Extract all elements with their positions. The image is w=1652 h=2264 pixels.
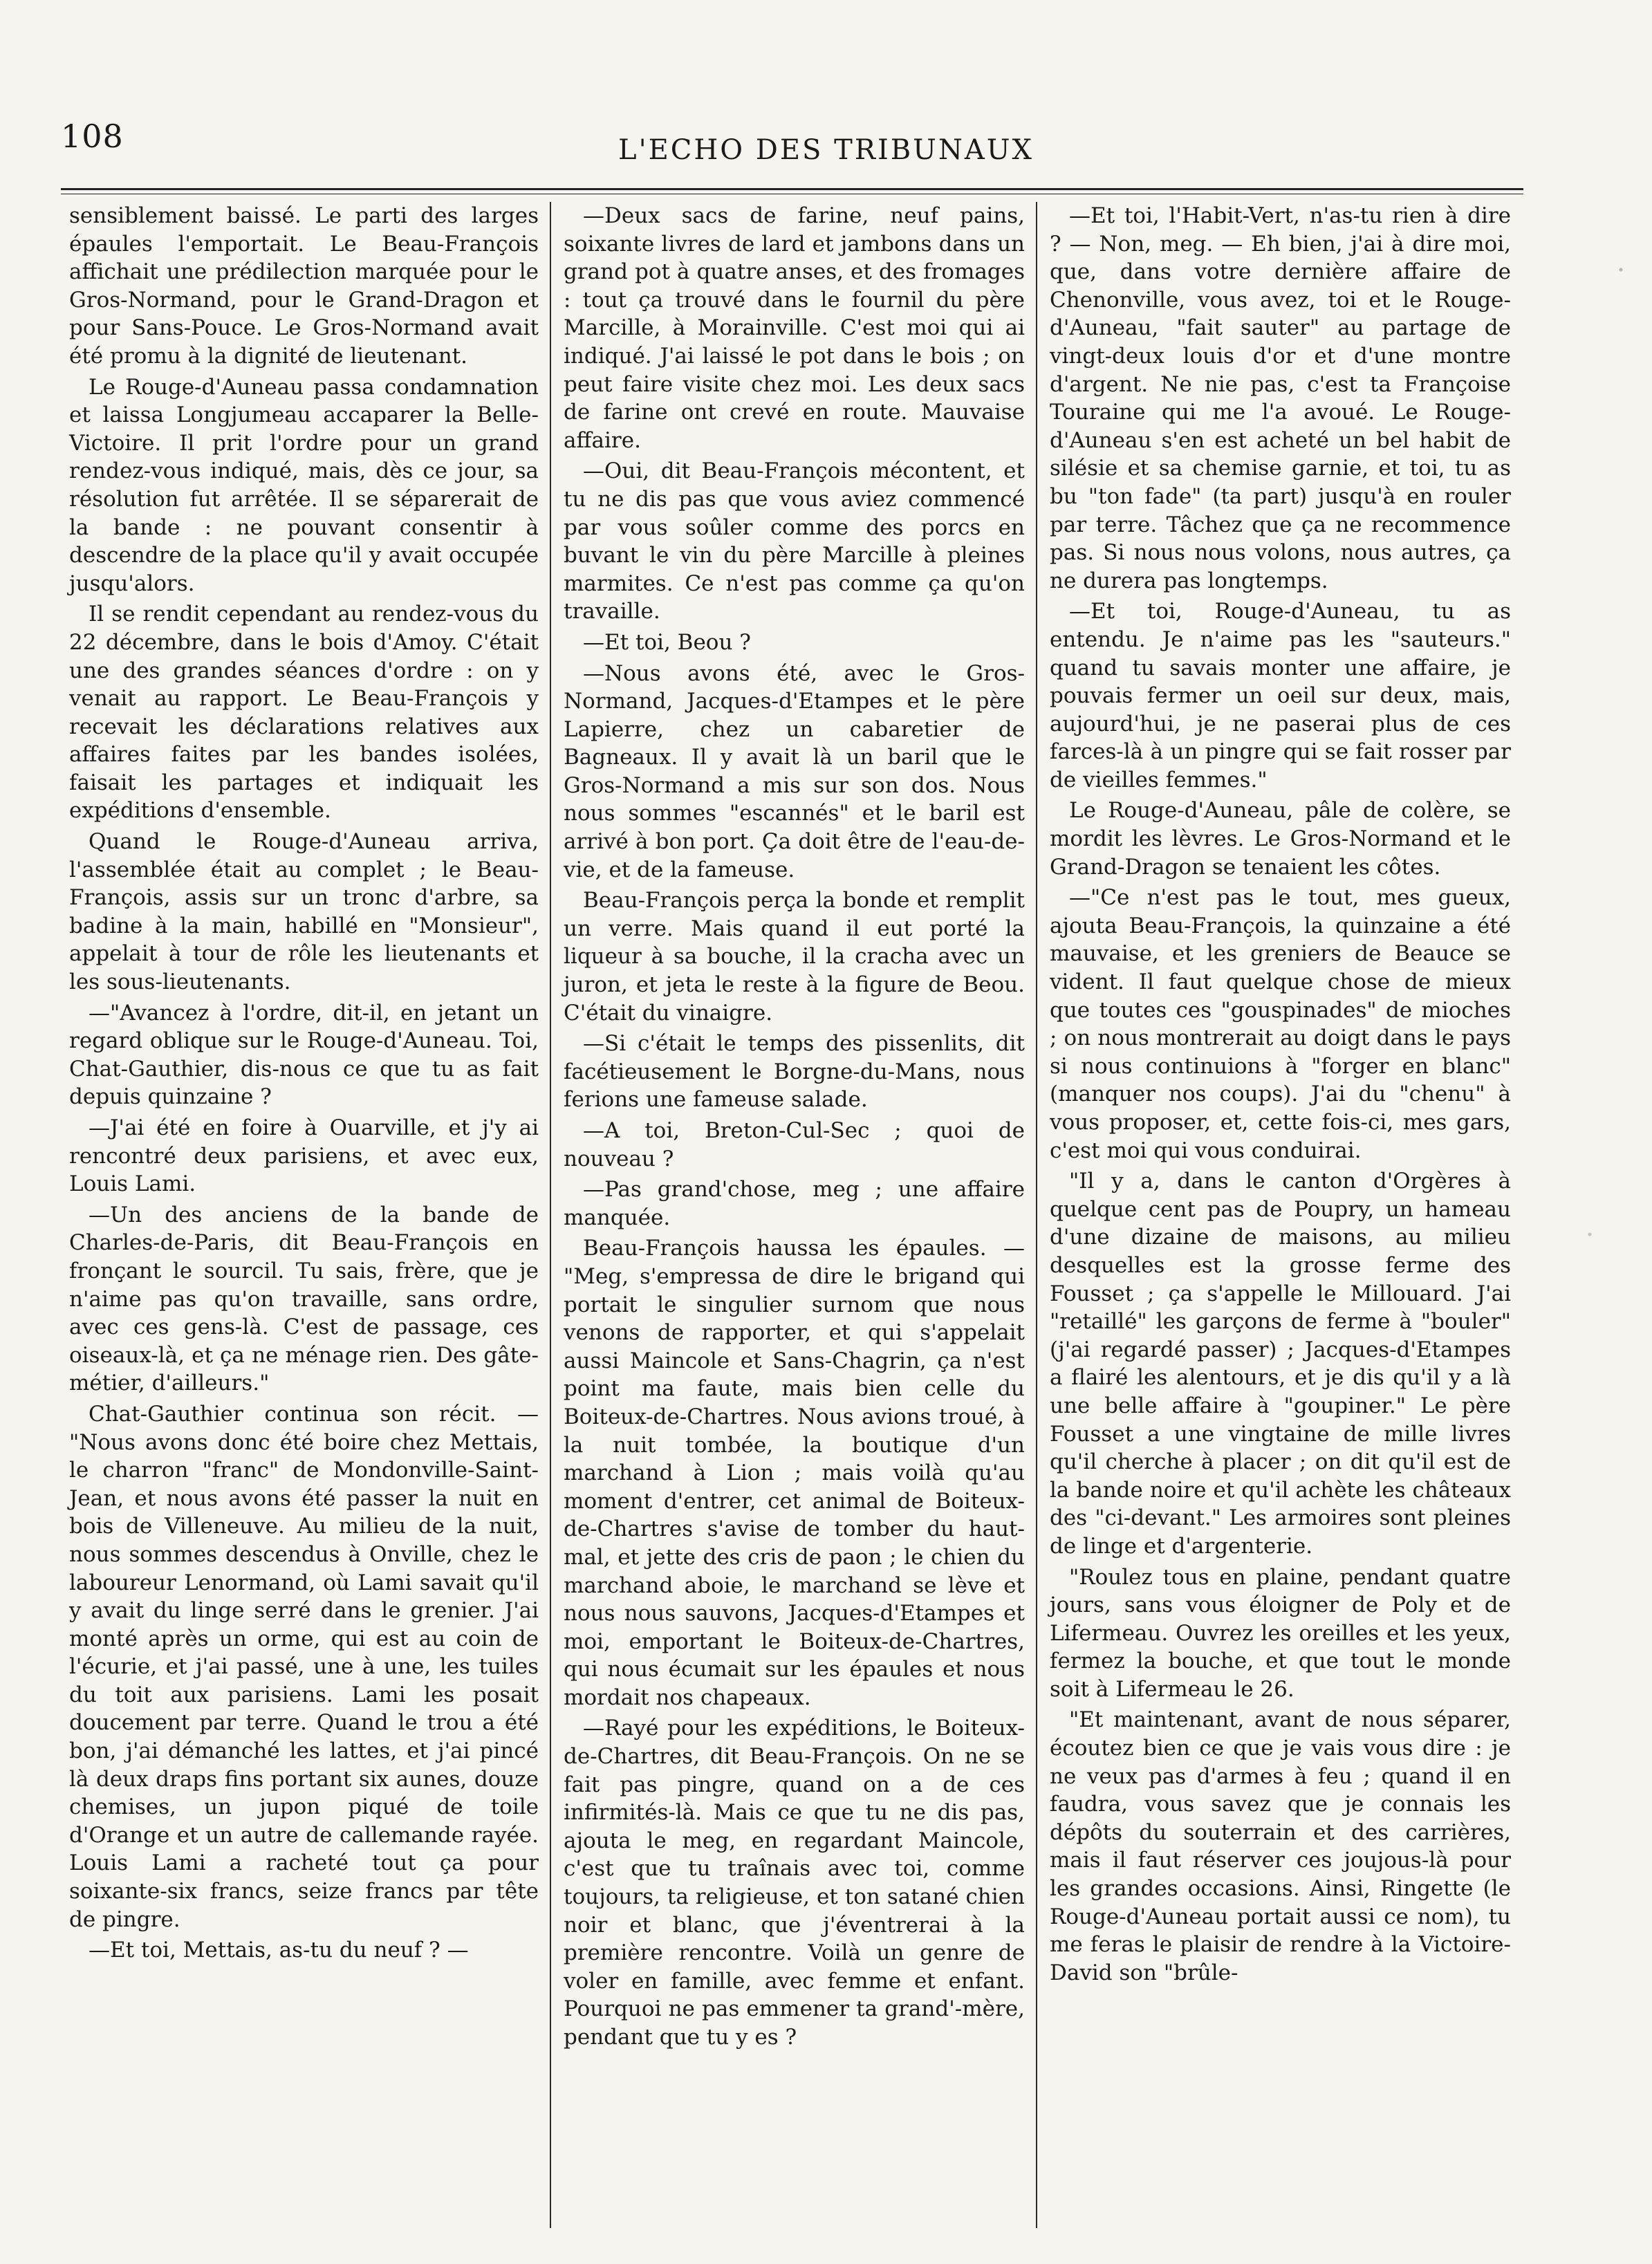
paragraph: sensiblement baissé. Le parti des larges épaules l'emportait. Le Beau-François affichait une prédilection marquée pour le Gros-Normand, pour le Grand-Dragon et pour Sans-Pouce. Le Gros-Normand avait été promu à la dignité de lieutenant. (69, 203, 539, 369)
paragraph: Beau-François perça la bonde et remplit un verre. Mais quand il eut porté la liqueur à sa bouche, il la cracha avec un juron, et jeta le reste à la figure de Beou. C'était du vinaigre. (564, 888, 1025, 1026)
paragraph: —Et toi, Rouge-d'Auneau, tu as entendu. Je n'aime pas les "sauteurs." quand tu savais monter une affaire, je pouvais fermer un oeil sur deux, mais, aujourd'hui, je ne paserai plus de ces farces-là à un pingre qui se fait rosser par de vieilles femmes." (1050, 599, 1511, 792)
page-number: 108 (61, 118, 124, 155)
paragraph: —J'ai été en foire à Ouarville, et j'y ai rencontré deux parisiens, et avec eux, Louis Lami. (69, 1115, 539, 1197)
paragraph: Quand le Rouge-d'Auneau arriva, l'assemblée était au complet ; le Beau-François, assis sur un tronc d'arbre, sa badine à la main, habillé en "Monsieur", appelait à tour de rôle les lieutenants et les sous-lieutenants. (69, 829, 539, 995)
paragraph: Le Rouge-d'Auneau passa condamnation et laissa Longjumeau accaparer la Belle-Victoire. Il prit l'ordre pour un grand rendez-vous indiqué, mais, dès ce jour, sa résolution fut arrêtée. Il se séparerait de la bande : ne pouvant consentir à descendre de la place qu'il y avait occupée jusqu'alors. (69, 374, 539, 596)
paragraph: Chat-Gauthier continua son récit. — "Nous avons donc été boire chez Mettais, le charron "franc" de Mondonville-Saint-Jean, et nous avons été passer la nuit en bois de Villeneuve. Au milieu de la nuit, nous sommes descendus à Onville, chez le laboureur Lenormand, où Lami savait qu'il y avait du linge serré dans le grenier. J'ai monté après un orme, qui est au coin de l'écurie, et j'ai passé, une à une, les tuiles du toit aux parisiens. Lami les posait doucement par terre. Quand le trou a été bon, j'ai démanché les lattes, et j'ai pincé là deux draps fins portant six aunes, douze chemises, un jupon piqué de toile d'Orange et un autre de callemande rayée. Louis Lami a racheté tout ça pour soixante-six francs, seize francs par tête de pingre. (69, 1401, 539, 1932)
column-3 (1036, 202, 1522, 2228)
running-title: L'ECHO DES TRIBUNAUX (618, 134, 1034, 166)
header-rule (61, 188, 1523, 194)
paragraph: Beau-François haussa les épaules. — "Meg, s'empressa de dire le brigand qui portait le singulier surnom que nous venons de rapporter, et qui s'appelait aussi Maincole et Sans-Chagrin, ça n'est point ma faute, mais bien celle du Boiteux-de-Chartres. Nous avions troué, à la nuit tombée, la boutique d'un marchand à Lion ; mais voilà qu'au moment d'entrer, cet animal de Boiteux-de-Chartres s'avise de tomber du haut-mal, et jette des cris de paon ; le chien du marchand aboie, le marchand se lève et nous nous sauvons, Jacques-d'Etampes et moi, emportant le Boiteux-de-Chartres, qui nous écumait sur les épaules et nous mordait nos chapeaux. (564, 1236, 1025, 1710)
paragraph: —A toi, Breton-Cul-Sec ; quoi de nouveau ? (564, 1118, 1025, 1171)
paragraph: "Il y a, dans le canton d'Orgères à quelque cent pas de Poupry, un hameau d'une dizaine de maisons, au milieu desquelles est la grosse ferme des Fousset ; ça s'appelle le Millouard. J'ai "retaillé" les garçons de ferme à "bouler" (j'ai regardé passer) ; Jacques-d'Etampes a flairé les alentours, et je dis qu'il y a là une belle affaire à "goupiner." Le père Fousset a une vingtaine de mille livres qu'il cherche à placer ; on dit qu'il est de la bande noire et qu'il achète les châteaux des "ci-devant." Les armoires sont pleines de linge et d'argenterie. (1050, 1169, 1511, 1559)
paragraph: Il se rendit cependant au rendez-vous du 22 décembre, dans le bois d'Amoy. C'était une des grandes séances d'ordre : on y venait au rapport. Le Beau-François y recevait les déclarations relatives aux affaires faites par les bandes isolées, faisait les partages et indiquait les expéditions d'ensemble. (69, 602, 539, 824)
paragraph: —Et toi, l'Habit-Vert, n'as-tu rien à dire ? — Non, meg. — Eh bien, j'ai à dire moi, que, dans votre dernière affaire de Chenonville, vous avez, toi et le Rouge-d'Auneau, "fait sauter" au partage de vingt-deux louis d'or et d'une montre d'argent. Ne nie pas, c'est ta Françoise Touraine qui me l'a avoué. Le Rouge-d'Auneau s'en est acheté un bel habit de silésie et sa chemise garnie, et toi, tu as bu "ton fade" (ta part) jusqu'à en rouler par terre. Tâchez que ça ne recommence pas. Si nous nous volons, nous autres, ça ne durera pas longtemps. (1050, 203, 1511, 593)
paragraph: —"Ce n'est pas le tout, mes gueux, ajouta Beau-François, la quinzaine a été mauvaise, et les greniers de Beauce se vident. Il faut quelque chose de mieux que toutes ces "gouspinades" de mioches ; on nous montrerait au doigt dans le pays si nous continuions à "forger en blanc" (manquer nos coups). J'ai du "chenu" à vous proposer, et, cette fois-ci, mes gars, c'est moi qui vous conduirai. (1050, 885, 1511, 1163)
paragraph: —Nous avons été, avec le Gros-Normand, Jacques-d'Etampes et le père Lapierre, chez un cabaretier de Bagneaux. Il y avait là un baril que le Gros-Normand a mis sur son dos. Nous nous sommes "escannés" et le baril est arrivé à bon port. Ça doit être de l'eau-de-vie, et de la fameuse. (564, 660, 1025, 882)
paragraph: —"Avancez à l'ordre, dit-il, en jetant un regard oblique sur le Rouge-d'Auneau. Toi, Chat-Gauthier, dis-nous ce que tu as fait depuis quinzaine ? (69, 1000, 539, 1110)
paragraph: —Deux sacs de farine, neuf pains, soixante livres de lard et jambons dans un grand pot à quatre anses, et des fromages : tout ça trouvé dans le fournil du père Marcille, à Morainville. C'est moi qui ai indiqué. J'ai laissé le pot dans le bois ; on peut faire visite chez moi. Les deux sacs de farine ont crevé en route. Mauvaise affaire. (564, 203, 1025, 453)
paragraph: "Et maintenant, avant de nous séparer, écoutez bien ce que je vais vous dire : je ne veux pas d'armes à feu ; quand il en faudra, vous savez que je connais les dépôts du souterrain et des carrières, mais il faut réserver ces joujous-là pour les grandes occasions. Ainsi, Ringette (le Rouge-d'Auneau portait aussi ce nom), tu me feras le plaisir de rendre à la Victoire-David son "brûle- (1050, 1707, 1511, 1985)
column-1 (64, 202, 550, 2228)
column-2 (550, 202, 1036, 2228)
paragraph: Le Rouge-d'Auneau, pâle de colère, se mordit les lèvres. Le Gros-Normand et le Grand-Dragon se tenaient les côtes. (1050, 798, 1511, 880)
paragraph: —Oui, dit Beau-François mécontent, et tu ne dis pas que vous aviez commencé par vous soûler comme des porcs en buvant le vin du père Marcille à pleines marmites. Ce n'est pas comme ça qu'on travaille. (564, 458, 1025, 624)
paragraph: —Si c'était le temps des pissenlits, dit facétieusement le Borgne-du-Mans, nous ferions une fameuse salade. (564, 1031, 1025, 1113)
paragraph: —Et toi, Beou ? (583, 629, 751, 655)
text-columns (64, 202, 1523, 2228)
paragraph: "Roulez tous en plaine, pendant quatre jours, sans vous éloigner de Poly et de Lifermeau. Ouvrez les oreilles et les yeux, fermez la bouche, et que tout le monde soit à Lifermeau le 26. (1050, 1564, 1511, 1702)
paragraph: —Et toi, Mettais, as-tu du neuf ? — (89, 1938, 469, 1963)
paragraph: —Rayé pour les expéditions, le Boiteux-de-Chartres, dit Beau-François. On ne se fait pas pingre, quand on a de ces infirmités-là. Mais ce que tu ne dis pas, ajouta le meg, en regardant Maincole, c'est que tu traînais avec toi, comme toujours, ta religieuse, et ton satané chien noir et blanc, que j'éventrerai à la première rencontre. Voilà un genre de voler en famille, avec femme et enfant. Pourquoi ne pas emmener ta grand'-mère, pendant que tu y es ? (564, 1716, 1025, 2050)
scanned-page-edge (1548, 55, 1652, 2199)
paragraph: —Un des anciens de la bande de Charles-de-Paris, dit Beau-François en fronçant le sourcil. Tu sais, frère, que je n'aime pas qu'on travaille, sans ordre, avec ces gens-là. C'est de passage, ces oiseaux-là, et ça ne ménage rien. Des gâte-métier, d'ailleurs." (69, 1202, 539, 1396)
paragraph: —Pas grand'chose, meg ; une affaire manquée. (564, 1177, 1025, 1230)
